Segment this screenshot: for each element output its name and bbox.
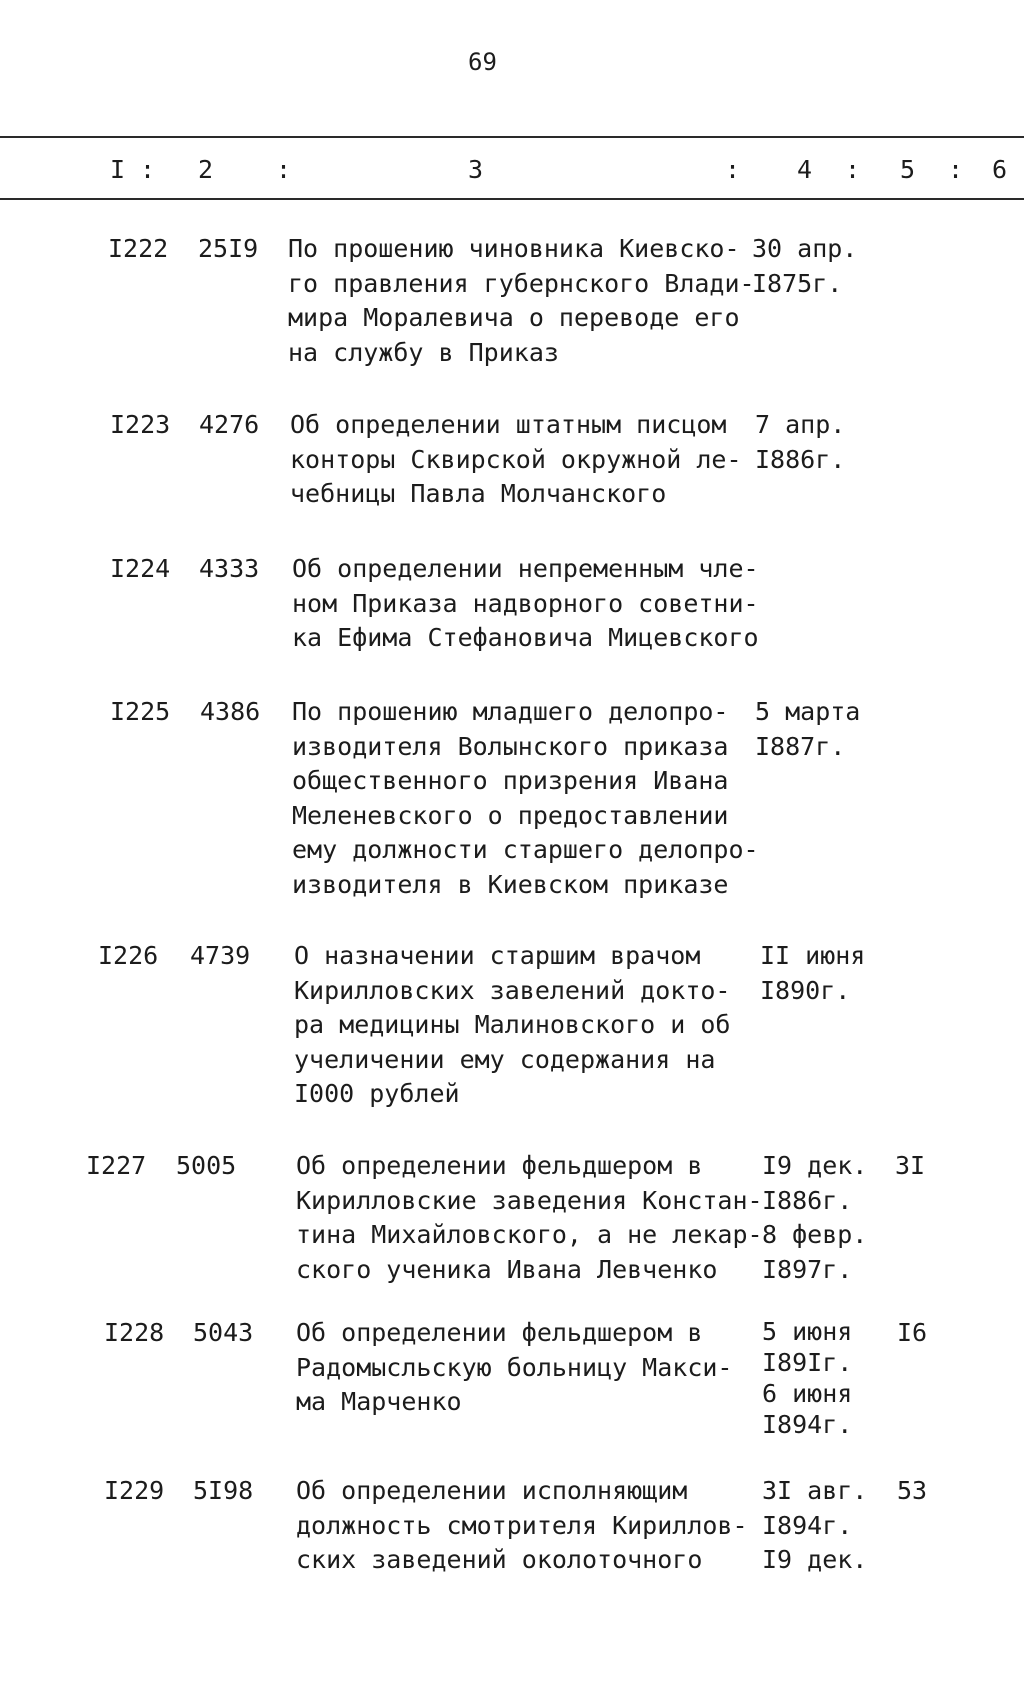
row-ref: 5I98 (193, 1476, 254, 1505)
row-number: I227 (86, 1151, 147, 1180)
row-dates: 30 апр. I875г. (752, 234, 858, 298)
row-title: По прошению младшего делопро- изводителя Волынского приказа общественного призрения Ивана Меленевского о предоставлении ему должности старшего делопро- изводителя в Киевском приказе (292, 697, 759, 899)
row-title: Об определении штатным писцом конторы Сквирской окружной ле- чебницы Павла Молчанского (290, 410, 742, 508)
header-col-4: 4 (797, 155, 813, 184)
header-col-6: 6 (992, 155, 1008, 184)
row-dates: 7 апр. I886г. (755, 410, 846, 474)
row-title: О назначении старшим врачом Кирилловских завелений докто- ра медицины Малиновского и об учеличении ему содержания на I000 рублей (294, 941, 731, 1108)
row-number: I228 (104, 1318, 165, 1347)
row-number: I226 (98, 941, 159, 970)
row-dates: 3I авг. I894г. I9 дек. (762, 1476, 868, 1574)
header-sep-1: : (140, 155, 156, 184)
row-title: Об определении исполняющим должность смотрителя Кириллов- ских заведений околоточного (296, 1476, 748, 1574)
header-sep-3: : (725, 155, 741, 184)
row-ref: 4333 (199, 554, 260, 583)
row-ref: 25I9 (198, 234, 259, 263)
row-title: Об определении непременным чле- ном Приказа надворного советни- ка Ефима Стефановича Мицевского (292, 554, 759, 652)
row-ref: 5043 (193, 1318, 254, 1347)
header-col-2: 2 (198, 155, 214, 184)
row-dates: I9 дек. I886г. 8 февр. I897г. (762, 1151, 868, 1284)
header-sep-4: : (845, 155, 861, 184)
row-dates: 5 марта I887г. (755, 697, 861, 761)
row-pages: I6 (897, 1318, 928, 1347)
row-dates: 5 июня I89Iг. 6 июня I894г. (762, 1317, 853, 1439)
row-pages: 3I (895, 1151, 926, 1180)
row-title: По прошению чиновника Киевско- го правления губернского Влади- мира Моралевича о переводе его на службу в Приказ (288, 234, 755, 367)
header-top-rule (0, 136, 1024, 138)
page-number: 69 (468, 48, 497, 76)
row-dates: II июня I890г. (760, 941, 866, 1005)
header-sep-2: : (276, 155, 292, 184)
row-title: Об определении фельдшером в Радомысльскую больницу Макси- ма Марченко (296, 1318, 733, 1416)
row-ref: 4739 (190, 941, 251, 970)
header-sep-5: : (948, 155, 964, 184)
row-ref: 4276 (199, 410, 260, 439)
row-pages: 53 (897, 1476, 928, 1505)
header-col-5: 5 (900, 155, 916, 184)
row-number: I225 (110, 697, 171, 726)
row-number: I223 (110, 410, 171, 439)
row-title: Об определении фельдшером в Кирилловские заведения Констан- тина Михайловского, а не лекар- ского ученика Ивана Левченко (296, 1151, 763, 1284)
row-number: I229 (104, 1476, 165, 1505)
header-bottom-rule (0, 198, 1024, 200)
header-col-3: 3 (468, 155, 484, 184)
row-ref: 4386 (200, 697, 261, 726)
row-ref: 5005 (176, 1151, 237, 1180)
header-col-1: I (110, 155, 126, 184)
row-number: I224 (110, 554, 171, 583)
row-number: I222 (108, 234, 169, 263)
